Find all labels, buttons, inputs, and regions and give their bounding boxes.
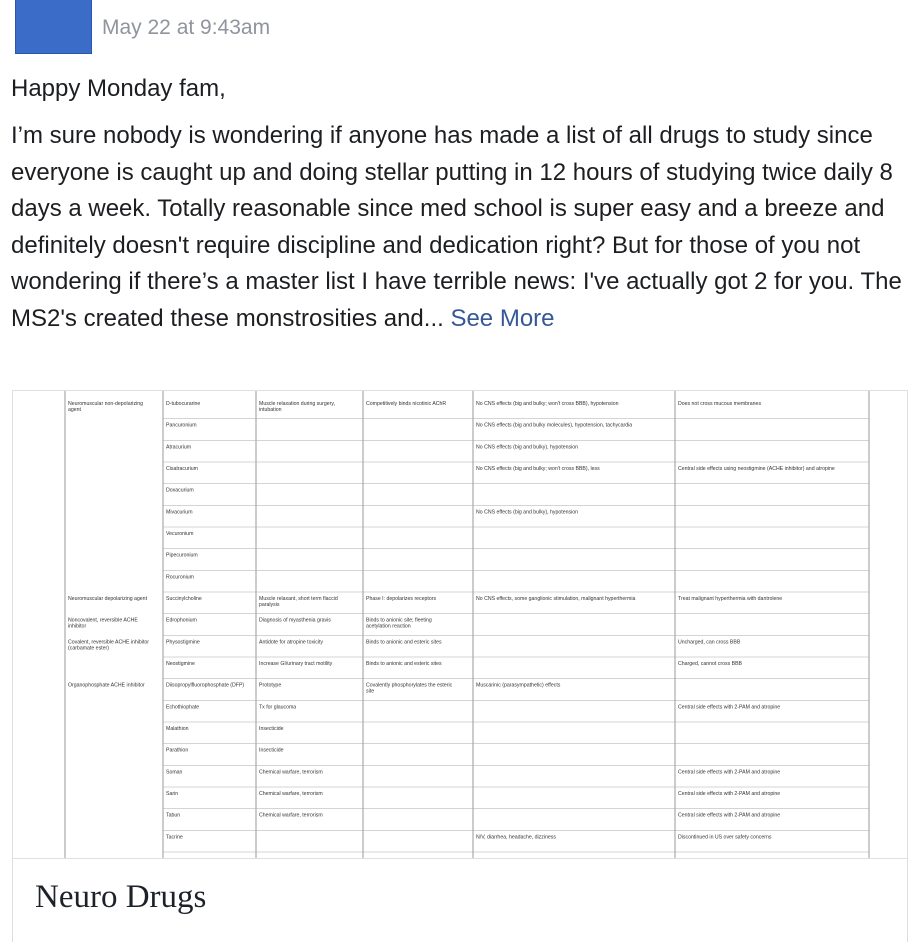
table-cell-mech: Binds to anionic and esteric sites bbox=[366, 661, 442, 667]
post-body bbox=[11, 118, 906, 338]
table-cell-use: Chemical warfare, terrorism bbox=[259, 769, 323, 776]
table-cell-mech: Covalently phosphorylates the esteric site bbox=[366, 682, 453, 695]
table-cell-drug: Tabun bbox=[166, 812, 181, 819]
table-cell-drug: Pipecuronium bbox=[166, 552, 198, 559]
table-cell-use: Increase GI/urinary tract motility bbox=[259, 661, 333, 667]
table-cell-mech: Competitively binds nicotinic AChR bbox=[366, 401, 447, 407]
table-cell-use: Diagnosis of myasthenia gravis bbox=[259, 617, 331, 624]
table-cell-notes: Treat malignant hyperthermia with dantrolene bbox=[678, 596, 783, 602]
post-greeting: Happy Monday fam, bbox=[11, 75, 226, 102]
table-cell-notes: Central side effects with 2-PAM and atropine bbox=[678, 769, 781, 776]
table-cell-mech: Phase I: depolarizes receptors bbox=[366, 596, 437, 602]
table-cell-drug: Atracurium bbox=[166, 444, 192, 451]
table-cell-tox: No CNS effects (big and bulky; won't cross BBB), hypotension bbox=[476, 401, 619, 407]
table-cell-tox: No CNS effects (big and bulky; won't cross BBB), less bbox=[476, 466, 600, 472]
table-cell-tox: No CNS effects (big and bulky molecules), hypotension, tachycardia bbox=[476, 422, 633, 429]
table-cell-use: Antidote for atropine toxicity bbox=[259, 639, 324, 646]
table-cell-drug: Parathion bbox=[166, 747, 189, 754]
table-cell-cls: Neuromuscular non-depolarizing agent bbox=[68, 401, 143, 413]
table-cell-notes: Central side effects with 2-PAM and atropine bbox=[678, 704, 781, 711]
table-cell-tox: No CNS effects (big and bulky), hypotension bbox=[476, 509, 578, 516]
table-cell-use: Prototype bbox=[259, 682, 282, 689]
table-cell-tox: N/V, diarrhea, headache, dizziness bbox=[476, 834, 556, 841]
table-cell-drug: Sarin bbox=[166, 791, 179, 797]
post-body-text: I’m sure nobody is wondering if anyone has made a list of all drugs to study since everyone is caught up and doing stellar putting in 12 hours of studying twice daily 8 days a week. Totally reasonable since med school is super easy and a breeze and definitely doesn't require discipline and dedication right? But for those of you not wondering if there’s a master list I have terrible news: I've actually got 2 for you. The MS2's created these monstrosities and... bbox=[11, 122, 902, 332]
table-cell-cls: Organophosphate ACHE inhibitor bbox=[68, 682, 145, 689]
table-cell-notes: Charged, cannot cross BBB bbox=[678, 661, 743, 667]
attachment-caption[interactable] bbox=[13, 858, 907, 944]
table-cell-cls: Neuromuscular depolarizing agent bbox=[68, 596, 148, 602]
table-cell-drug: Vecuronium bbox=[166, 531, 194, 537]
document-preview[interactable] bbox=[13, 391, 907, 858]
table-cell-notes: Central side effects with 2-PAM and atropine bbox=[678, 812, 781, 819]
table-cell-use: Muscle relaxant, short term flaccid paralysis bbox=[259, 596, 338, 608]
table-cell-drug: Doxacurium bbox=[166, 487, 194, 494]
table-cell-drug: Malathion bbox=[166, 726, 189, 732]
table-cell-drug: Neostigmine bbox=[166, 661, 195, 667]
table-cell-notes: Does not cross mucous membranes bbox=[678, 401, 762, 407]
table-cell-drug: Echothiophate bbox=[166, 704, 200, 711]
table-cell-use: Tx for glaucoma bbox=[259, 704, 297, 711]
table-cell-cls: Covalent, reversible ACHE inhibitor (carbamate ester) bbox=[68, 639, 150, 652]
table-cell-drug: Physostigmine bbox=[166, 639, 200, 646]
drug-table-image bbox=[13, 391, 907, 858]
shared-document-attachment[interactable] bbox=[12, 390, 908, 942]
table-cell-mech: Binds to anionic and esteric sites bbox=[366, 639, 442, 646]
avatar[interactable] bbox=[15, 0, 92, 54]
table-cell-drug: Rocuronium bbox=[166, 574, 194, 581]
table-cell-drug: Pancuronium bbox=[166, 422, 197, 429]
table-cell-notes: Central side effects with 2-PAM and atropine bbox=[678, 791, 781, 797]
table-cell-drug: Soman bbox=[166, 769, 183, 776]
table-cell-notes: Central side effects using neostigmine (ACHE inhibitor) and atropine bbox=[678, 466, 835, 472]
table-cell-drug: Mivacurium bbox=[166, 509, 193, 516]
table-cell-drug: Succinylcholine bbox=[166, 596, 202, 602]
table-cell-drug: Diisopropylfluorophosphate (DFP) bbox=[166, 682, 245, 689]
table-cell-notes: Discontinued in US over safety concerns bbox=[678, 834, 772, 841]
table-cell-drug: Tacrine bbox=[166, 834, 183, 841]
table-cell-use: Insecticide bbox=[259, 747, 284, 754]
table-cell-drug: Cisatracurium bbox=[166, 466, 198, 472]
attachment-title: Neuro Drugs bbox=[35, 879, 207, 915]
table-cell-drug: D-tubocurarine bbox=[166, 401, 201, 407]
post-timestamp[interactable]: May 22 at 9:43am bbox=[102, 16, 271, 39]
table-cell-cls: Noncovalent, reversible ACHE inhibitor bbox=[68, 617, 138, 630]
table-cell-drug: Edrophonium bbox=[166, 617, 197, 624]
table-cell-notes: Uncharged, can cross BBB bbox=[678, 639, 741, 646]
table-cell-tox: Muscarinic (parasympathetic) effects bbox=[476, 682, 561, 689]
table-cell-use: Muscle relaxation during surgery, intubation bbox=[259, 401, 336, 413]
table-cell-tox: No CNS effects (big and bulky), hypotension bbox=[476, 444, 578, 451]
table-cell-mech: Binds to anionic site; fleeting acetylation reaction bbox=[366, 617, 432, 630]
see-more-link[interactable]: See More bbox=[450, 304, 555, 332]
table-cell-tox: No CNS effects, some ganglionic stimulation, malignant hyperthermia bbox=[476, 596, 636, 602]
table-cell-use: Chemical warfare, terrorism bbox=[259, 812, 323, 819]
table-cell-use: Chemical warfare, terrorism bbox=[259, 791, 323, 797]
table-cell-use: Insecticide bbox=[259, 726, 284, 732]
